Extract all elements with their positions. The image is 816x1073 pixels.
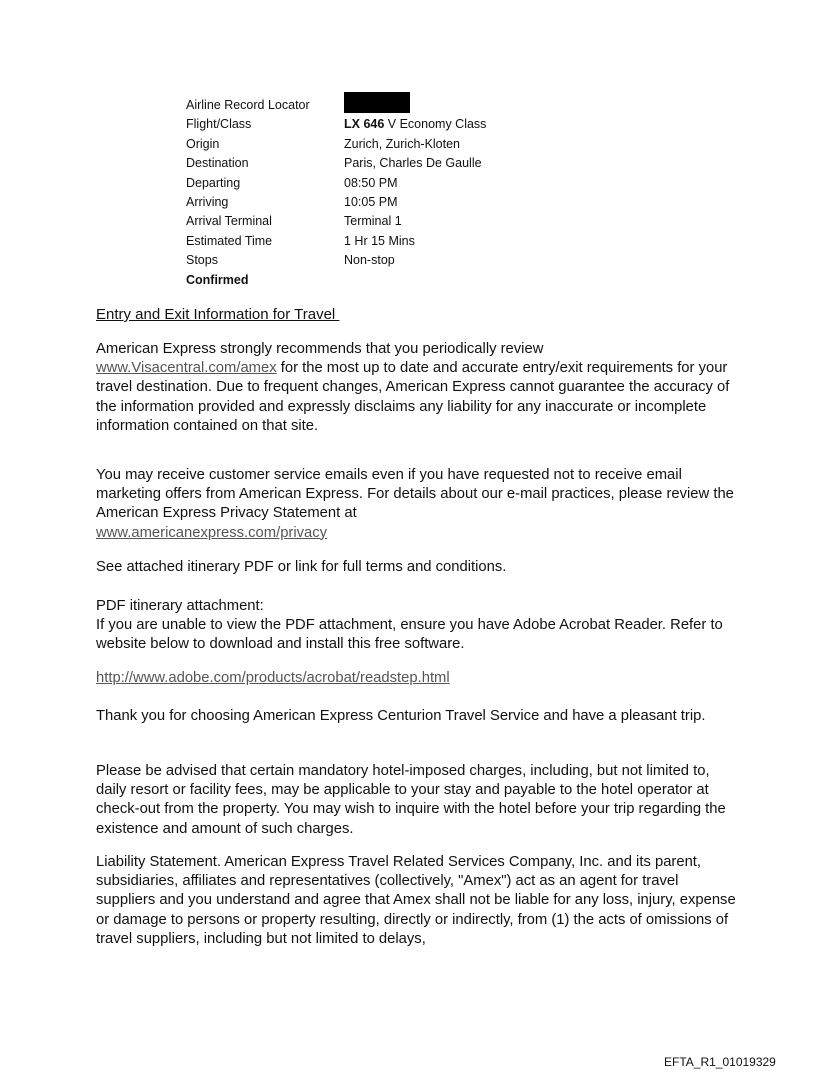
row-label: Flight/Class	[186, 117, 252, 132]
flight-row-estimated-time	[186, 232, 486, 251]
redacted-record-locator	[344, 92, 410, 113]
row-value: 1 Hr 15 Mins	[344, 233, 415, 248]
row-value: 08:50 PM	[344, 175, 398, 190]
paragraph-thanks: Thank you for choosing American Express Centurion Travel Service and have a pleasant trip.	[96, 708, 706, 724]
row-value: 10:05 PM	[344, 194, 398, 209]
row-label: Origin	[186, 136, 220, 151]
row-value: Non-stop	[344, 253, 395, 268]
row-label: Arriving	[186, 194, 229, 209]
flight-row-record-locator	[186, 96, 486, 115]
flight-row-stops	[186, 251, 486, 270]
flight-row-arriving	[186, 193, 486, 212]
flight-row-destination	[186, 154, 486, 173]
row-value: Zurich, Zurich-Kloten	[344, 136, 461, 151]
row-label: Arrival Terminal	[186, 214, 272, 229]
paragraph-pdf	[96, 597, 736, 655]
paragraph-liability: Liability Statement. American Express Travel Related Services Company, Inc. and its parent, subsidiaries, affiliates and representatives (collectively, "Amex") act as an agent for travel suppliers and you understand and agree that Amex shall not be liable for any loss, injury, expense or damage to persons or property resulting, directly or indirectly, from (1) the acts of omissions of travel suppliers, including but not limited to delays,	[96, 854, 736, 947]
row-label: Departing	[186, 175, 241, 190]
row-label: Destination	[186, 156, 249, 171]
flight-details-table	[186, 96, 486, 290]
privacy-link[interactable]: www.americanexpress.com/privacy	[96, 524, 328, 541]
paragraph-emails	[96, 466, 736, 543]
flight-row-arrival-terminal	[186, 212, 486, 231]
pdf-text: If you are unable to view the PDF attachment, ensure you have Adobe Acrobat Reader. Refer to website below to download and install this free software.	[96, 617, 723, 653]
paragraph-hotel-charges: Please be advised that certain mandatory hotel-imposed charges, including, but not limited to, daily resort or facility fees, may be applicable to your stay and payable to the hotel operator at check-out from the property. You may wish to inquire with the hotel before your trip regarding the existence and amount of such charges.	[96, 763, 726, 837]
row-label: Estimated Time	[186, 233, 273, 248]
paragraph-entry-exit	[96, 340, 736, 436]
row-label: Airline Record Locator	[186, 98, 310, 112]
flight-number: LX 646	[344, 117, 385, 132]
row-value: V Economy Class	[384, 117, 487, 132]
row-value: Terminal 1	[344, 214, 402, 229]
row-value: Paris, Charles De Gaulle	[344, 156, 482, 171]
section-heading-entry-exit: Entry and Exit Information for Travel	[96, 306, 340, 323]
flight-row-flight-class	[186, 115, 486, 134]
flight-row-departing	[186, 174, 486, 193]
pdf-title: PDF itinerary attachment:	[96, 598, 264, 614]
row-label: Stops	[186, 253, 218, 268]
visacentral-link[interactable]: www.Visacentral.com/amex	[96, 360, 277, 377]
paragraph-terms: See attached itinerary PDF or link for full terms and conditions.	[96, 559, 507, 575]
adobe-link[interactable]: http://www.adobe.com/products/acrobat/readstep.html	[96, 670, 450, 686]
entry-exit-body: for the most up to date and accurate entry/exit requirements for your travel destination. Due to frequent changes, American Express cannot guarantee the accuracy of the information provided and expressly disclaims any liability for any inaccurate or incomplete information contained on that site.	[96, 360, 730, 434]
booking-status: Confirmed	[186, 272, 249, 287]
document-id: EFTA_R1_01019329	[664, 1055, 776, 1069]
entry-exit-intro: American Express strongly recommends that you periodically review	[96, 341, 544, 357]
paragraph-adobe-link	[96, 669, 736, 688]
emails-text: You may receive customer service emails even if you have requested not to receive email marketing offers from American Express. For details about our e-mail practices, please review the American Express Privacy Statement at	[96, 467, 734, 522]
flight-row-origin	[186, 135, 486, 154]
